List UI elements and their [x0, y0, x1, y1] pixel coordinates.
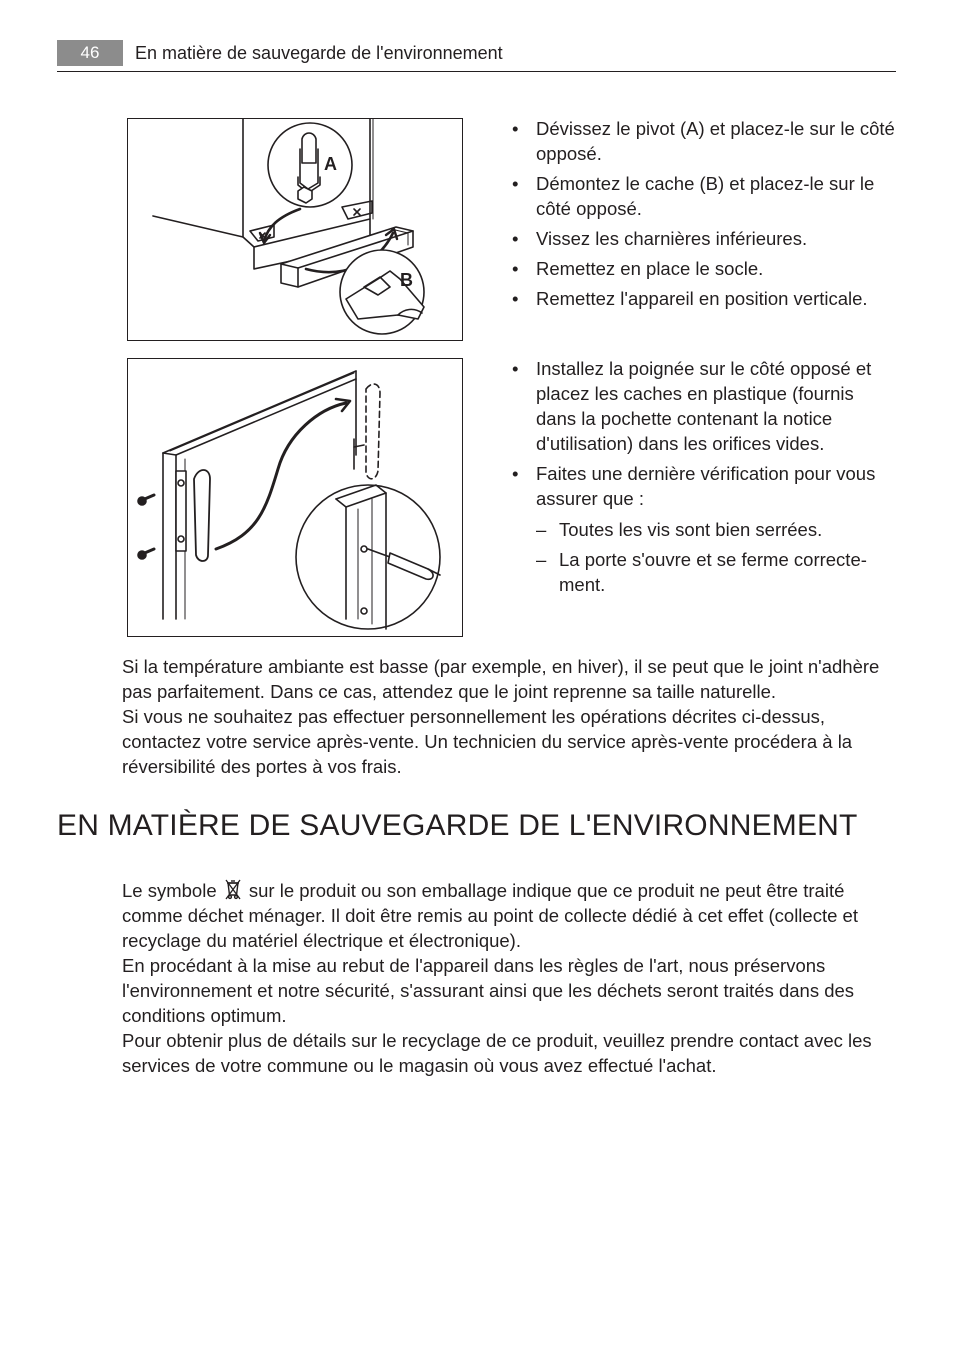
bullet: •: [512, 118, 519, 139]
bullet: •: [512, 288, 519, 309]
hinge-pivot-illustration: [128, 119, 462, 340]
label-a: A: [324, 154, 337, 174]
notes-block: [122, 654, 896, 779]
list-item: [512, 226, 896, 251]
step-text: Dévissez le pivot (A) et placez-le sur le côté opposé.: [536, 118, 895, 164]
handle-steps-list: [512, 356, 896, 602]
list-item: [512, 461, 896, 597]
check-item: [536, 547, 896, 597]
paragraph: Pour obtenir plus de détails sur le recyclage de ce produit, veuillez prendre contact avec les services de votre commune ou le magasin où vous avez effectué l'achat.: [122, 1030, 872, 1076]
crossed-out-wheelie-bin-icon: [224, 878, 242, 900]
paragraph: [122, 878, 896, 953]
check-item: [536, 517, 896, 542]
step-text: Installez la poignée sur le côté opposé et placez les caches en plastique (fournis dans la pochette contenant la notice d'utilisation) dans les orifices vides.: [536, 358, 872, 454]
step-text: Faites une dernière vérification pour vous assurer que :: [536, 463, 876, 509]
check-text: Toutes les vis sont bien serrées.: [559, 519, 823, 540]
step-text: Vissez les charnières inférieures.: [536, 228, 808, 249]
figure-hinge-pivot: [127, 118, 463, 341]
bullet: •: [512, 173, 519, 194]
dash: –: [536, 549, 547, 570]
hinge-steps-list: [512, 116, 896, 316]
bullet: •: [512, 258, 519, 279]
label-b: B: [400, 270, 413, 290]
checklist: [536, 517, 896, 597]
step-text: Remettez en place le socle.: [536, 258, 764, 279]
environment-block: [122, 878, 896, 1078]
check-text: La porte s'ouvre et se ferme correcte-ment.: [559, 549, 867, 595]
list-item: [512, 256, 896, 281]
list-item: [512, 356, 896, 456]
section-title: EN MATIÈRE DE SAUVEGARDE DE L'ENVIRONNEMENT: [57, 809, 858, 842]
step-text: Démontez le cache (B) et placez-le sur le côté opposé.: [536, 173, 875, 219]
paragraph: Si la température ambiante est basse (par exemple, en hiver), il se peut que le joint n'adhère pas parfaitement. Dans ce cas, attendez que le joint reprenne sa taille naturelle.: [122, 656, 880, 702]
page-header: [57, 40, 896, 72]
step-text: Remettez l'appareil en position verticale.: [536, 288, 868, 309]
door-handle-illustration: [128, 359, 462, 636]
symbol-text-before: Le symbole: [122, 880, 217, 901]
running-title: En matière de sauvegarde de l'environnement: [135, 43, 503, 63]
paragraph: Si vous ne souhaitez pas effectuer personnellement les opérations décrites ci-dessus, contactez votre service après-vente. Un technicien du service après-vente procédera à la réversibilité des portes à vos frais.: [122, 706, 853, 777]
bullet: •: [512, 358, 519, 379]
symbol-text-after: sur le produit ou son emballage indique que ce produit ne peut être traité comme déchet ménager. Il doit être remis au point de collecte dédié à cet effet (collecte et recyclage du matériel électrique et électronique).: [122, 880, 858, 951]
bullet: •: [512, 463, 519, 484]
figure-door-handle: [127, 358, 463, 637]
bullet: •: [512, 228, 519, 249]
list-item: [512, 286, 896, 311]
dash: –: [536, 519, 547, 540]
paragraph: En procédant à la mise au rebut de l'appareil dans les règles de l'art, nous préservons l'environnement et notre sécurité, s'assurant ainsi que les déchets seront traités dans des conditions optimum.: [122, 955, 855, 1026]
list-item: [512, 171, 896, 221]
page-number: 46: [57, 40, 123, 66]
list-item: [512, 116, 896, 166]
